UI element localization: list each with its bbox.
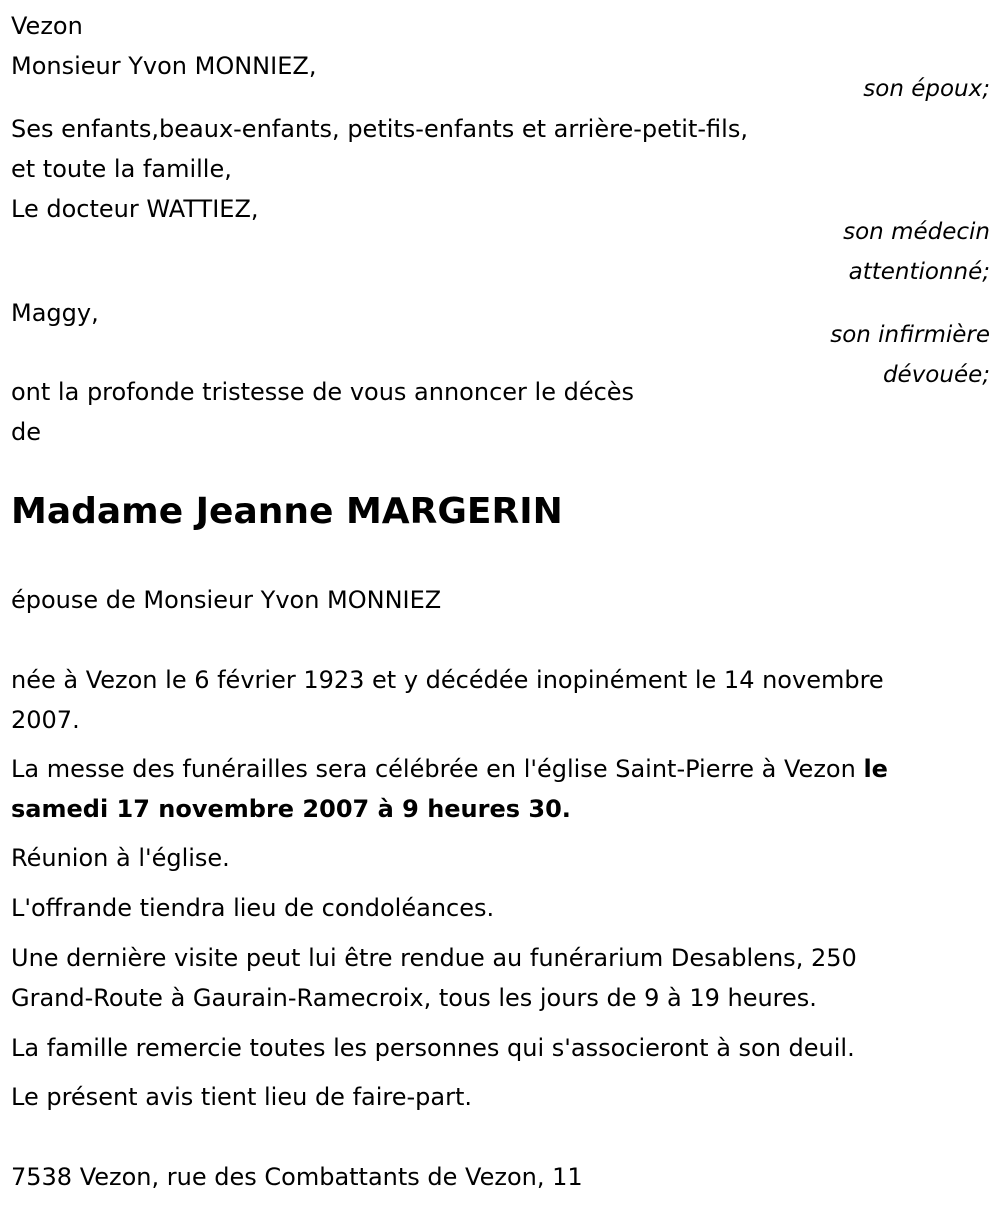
husband-line: Monsieur Yvon MONNIEZ, [11,52,317,80]
children-line: Ses enfants,beaux-enfants, petits-enfants et arrière-petit-fils, [11,115,748,143]
deceased-name: Madame Jeanne MARGERIN [11,491,563,532]
mass-date-line: samedi 17 novembre 2007 à 9 heures 30. [11,795,571,823]
offering-line: L'offrande tiendra lieu de condoléances. [11,894,495,922]
nurse-role-2: dévouée; [882,362,990,388]
place-line: Vezon [11,12,83,40]
thanks-line: La famille remercie toutes les personnes qui s'associeront à son deuil. [11,1034,855,1062]
mass-line-1 [11,749,888,789]
husband-role: son époux; [863,76,990,102]
family-line: et toute la famille, [11,155,232,183]
birth-death-line-2: 2007. [11,706,80,734]
visit-line-1: Une dernière visite peut lui être rendue au funérarium Desablens, 250 [11,944,857,972]
doctor-line: Le docteur WATTIEZ, [11,195,259,223]
doctor-role-1: son médecin [843,219,990,245]
announce-line-2: de [11,418,41,446]
visit-line-2: Grand-Route à Gaurain-Ramecroix, tous les jours de 9 à 19 heures. [11,984,817,1012]
notice-line: Le présent avis tient lieu de faire-part. [11,1083,473,1111]
nurse-role-1: son infirmière [830,322,990,348]
doctor-role-2: attentionné; [848,259,990,285]
birth-death-line-1: née à Vezon le 6 février 1923 et y décédée inopinément le 14 novembre [11,666,884,694]
address-line: 7538 Vezon, rue des Combattants de Vezon, 11 [11,1163,583,1191]
mass-text: La messe des funérailles sera célébrée en l'église Saint-Pierre à Vezon [11,755,864,783]
nurse-line: Maggy, [11,299,99,327]
spouse-line: épouse de Monsieur Yvon MONNIEZ [11,586,442,614]
mass-date-start: le [863,755,888,783]
announce-line-1: ont la profonde tristesse de vous annoncer le décès [11,378,635,406]
meeting-line: Réunion à l'église. [11,844,230,872]
